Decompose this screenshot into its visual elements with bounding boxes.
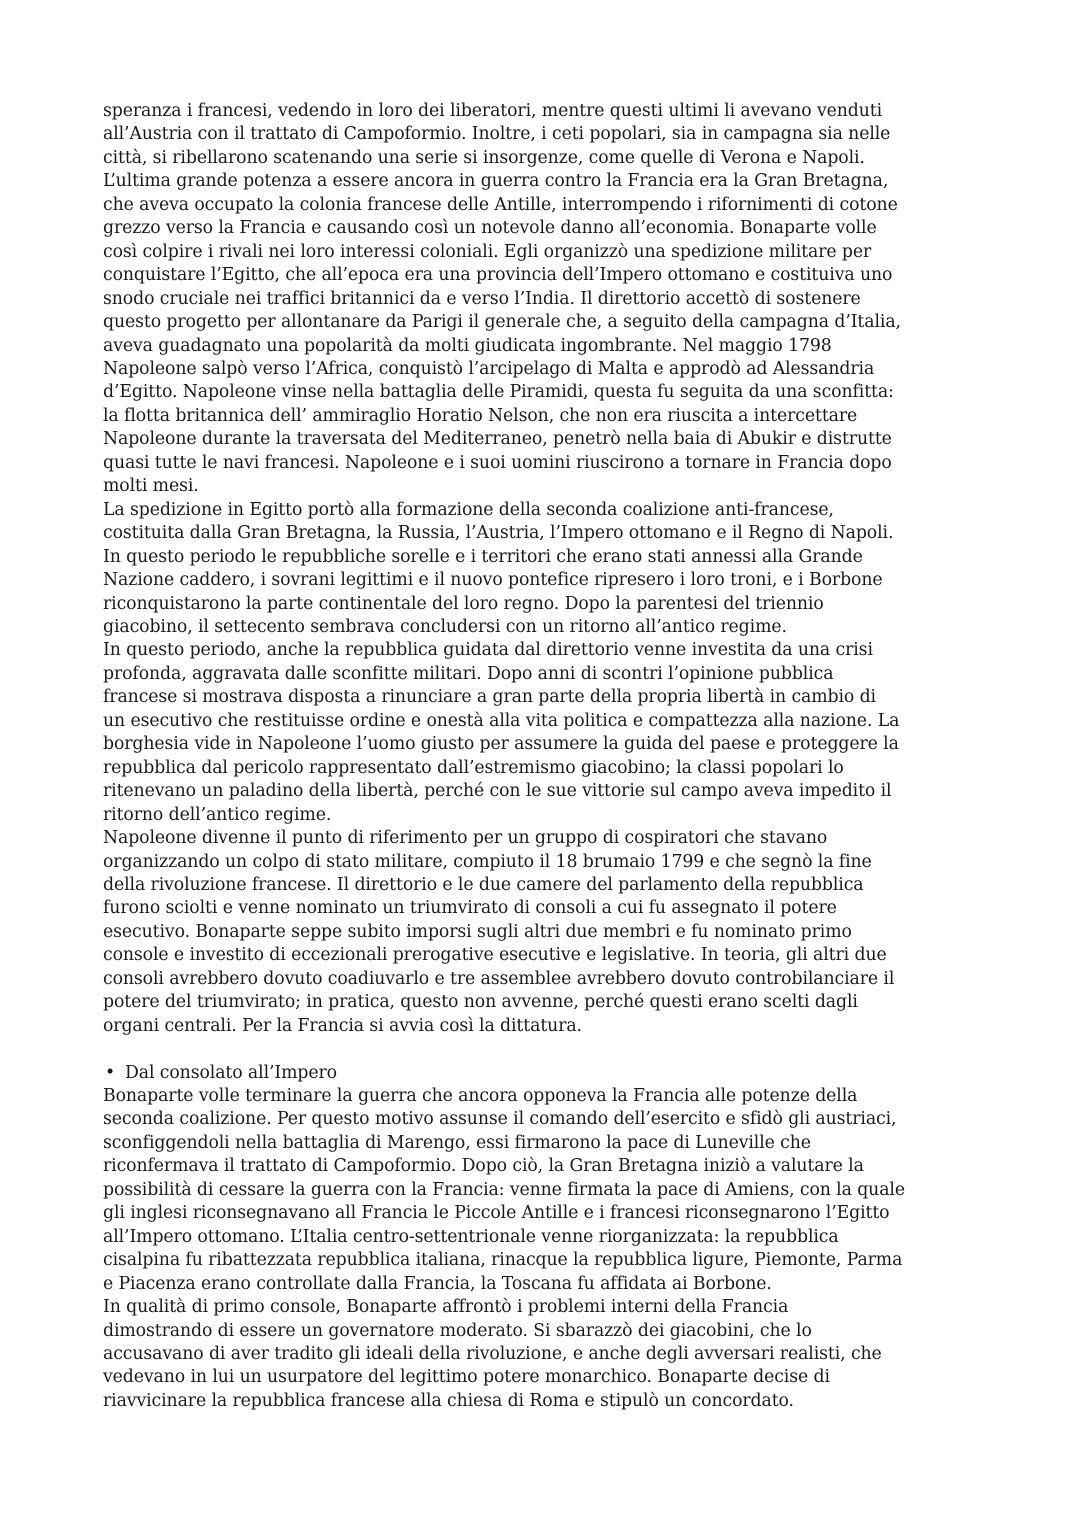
text-line: cisalpina fu ribattezzata repubblica italiana, rinacque la repubblica ligure, Piemonte, Parma <box>103 1250 903 1271</box>
paragraph <box>103 827 983 1038</box>
paragraph <box>103 499 983 640</box>
text-line: ritenevano un paladino della libertà, perché con le sue vittorie sul campo aveva impedito il <box>103 781 892 802</box>
text-line: riavvicinare la repubblica francese alla chiesa di Roma e stipulò un concordato. <box>103 1390 794 1411</box>
text-line: questo progetto per allontanare da Parigi il generale che, a seguito della campagna d’Italia, <box>103 312 901 333</box>
section-gap <box>103 1038 983 1061</box>
paragraph <box>103 100 983 499</box>
text-line: gli inglesi riconsegnavano all Francia le Piccole Antille e i francesi riconsegnarono l’Egitto <box>103 1203 890 1224</box>
text-line: e Piacenza erano controllate dalla Francia, la Toscana fu affidata ai Borbone. <box>103 1273 772 1294</box>
text-line: riconfermava il trattato di Campoformio. Dopo ciò, la Gran Bretagna iniziò a valutare la <box>103 1156 864 1177</box>
text-line: così colpire i rivali nei loro interessi coloniali. Egli organizzò una spedizione militare per <box>103 241 872 262</box>
text-line: console e investito di eccezionali prerogative esecutive e legislative. In teoria, gli altri due <box>103 945 887 966</box>
text-line: francese si mostrava disposta a rinunciare a gran parte della propria libertà in cambio di <box>103 687 876 708</box>
text-line: d’Egitto. Napoleone vinse nella battaglia delle Piramidi, questa fu seguita da una sconfitta: <box>103 382 894 403</box>
text-line: vedevano in lui un usurpatore del legittimo potere monarchico. Bonaparte decise di <box>103 1367 830 1388</box>
text-line: città, si ribellarono scatenando una serie si insorgenze, come quelle di Verona e Napoli. <box>103 147 865 168</box>
text-line: snodo cruciale nei traffici britannici da e verso l’India. Il direttorio accettò di sostenere <box>103 288 861 309</box>
text-line: furono sciolti e venne nominato un triumvirato di consoli a cui fu assegnato il potere <box>103 898 837 919</box>
paragraph <box>103 639 983 827</box>
text-line: la flotta britannica dell’ ammiraglio Horatio Nelson, che non era riuscita a intercettare <box>103 405 858 426</box>
text-line: Napoleone divenne il punto di riferimento per un gruppo di cospiratori che stavano <box>103 828 828 849</box>
text-line: esecutivo. Bonaparte seppe subito imporsi sugli altri due membri e fu nominato primo <box>103 921 852 942</box>
text-line: In qualità di primo console, Bonaparte affrontò i problemi interni della Francia <box>103 1297 789 1318</box>
text-line: molti mesi. <box>103 476 199 497</box>
section-heading-text: Dal consolato all’Impero <box>125 1062 337 1083</box>
text-line: Bonaparte volle terminare la guerra che ancora opponeva la Francia alle potenze della <box>103 1086 858 1107</box>
paragraph <box>103 1085 983 1296</box>
text-line: possibilità di cessare la guerra con la Francia: venne firmata la pace di Amiens, con la quale <box>103 1179 905 1200</box>
text-line: consoli avrebbero dovuto coadiuvarlo e tre assemblee avrebbero dovuto controbilanciare il <box>103 968 895 989</box>
text-line: riconquistarono la parte continentale del loro regno. Dopo la parentesi del triennio <box>103 593 824 614</box>
text-line: borghesia vide in Napoleone l’uomo giusto per assumere la guida del paese e proteggere la <box>103 734 899 755</box>
text-line: Napoleone durante la traversata del Mediterraneo, penetrò nella baia di Abukir e distrutte <box>103 429 892 450</box>
text-line: dimostrando di essere un governatore moderato. Si sbarazzò dei giacobini, che lo <box>103 1320 812 1341</box>
text-line: organizzando un colpo di stato militare, compiuto il 18 brumaio 1799 e che segnò la fine <box>103 851 872 872</box>
text-line: conquistare l’Egitto, che all’epoca era una provincia dell’Impero ottomano e costituiva uno <box>103 265 893 286</box>
paragraph <box>103 1296 983 1413</box>
text-line: speranza i francesi, vedendo in loro dei liberatori, mentre questi ultimi li avevano venduti <box>103 101 883 121</box>
body-text <box>103 100 983 1038</box>
text-line: della rivoluzione francese. Il direttorio e le due camere del parlamento della repubblica <box>103 874 864 895</box>
text-line: Nazione caddero, i sovrani legittimi e il nuovo pontefice ripresero i loro troni, e i Borbone <box>103 570 883 591</box>
bullet-icon: • <box>105 1062 116 1083</box>
text-line: La spedizione in Egitto portò alla formazione della seconda coalizione anti-francese, <box>103 499 834 520</box>
section-body-text <box>103 1085 983 1413</box>
text-line: giacobino, il settecento sembrava concludersi con un ritorno all’antico regime. <box>103 616 787 637</box>
text-line: all’Impero ottomano. L’Italia centro-settentrionale venne riorganizzata: la repubblica <box>103 1226 839 1247</box>
text-line: Napoleone salpò verso l’Africa, conquistò l’arcipelago di Malta e approdò ad Alessandria <box>103 358 875 379</box>
text-line: repubblica dal pericolo rappresentato dall’estremismo giacobino; la classi popolari lo <box>103 757 844 778</box>
text-line: sconfiggendoli nella battaglia di Marengo, essi firmarono la pace di Luneville che <box>103 1132 811 1153</box>
text-line: profonda, aggravata dalle sconfitte militari. Dopo anni di scontri l’opinione pubblica <box>103 663 834 684</box>
text-line: grezzo verso la Francia e causando così un notevole danno all’economia. Bonaparte volle <box>103 218 877 239</box>
text-line: L’ultima grande potenza a essere ancora in guerra contro la Francia era la Gran Bretagna, <box>103 171 889 192</box>
text-line: un esecutivo che restituisse ordine e onestà alla vita politica e compattezza alla nazione. La <box>103 710 900 731</box>
text-line: aveva guadagnato una popolarità da molti giudicata ingombrante. Nel maggio 1798 <box>103 335 832 356</box>
document-page <box>103 100 983 1413</box>
text-line: organi centrali. Per la Francia si avvia così la dittatura. <box>103 1015 582 1036</box>
text-line: all’Austria con il trattato di Campoformio. Inoltre, i ceti popolari, sia in campagna sia nelle <box>103 124 891 145</box>
text-line: potere del triumvirato; in pratica, questo non avvenne, perché questi erano scelti dagli <box>103 992 858 1013</box>
section-heading <box>103 1062 983 1085</box>
text-line: In questo periodo le repubbliche sorelle e i territori che erano stati annessi alla Grande <box>103 546 863 567</box>
text-line: In questo periodo, anche la repubblica guidata dal direttorio venne investita da una crisi <box>103 640 873 661</box>
text-line: seconda coalizione. Per questo motivo assunse il comando dell’esercito e sfidò gli austriaci, <box>103 1109 897 1130</box>
text-line: costituita dalla Gran Bretagna, la Russia, l’Austria, l’Impero ottomano e il Regno di Napoli. <box>103 523 894 544</box>
text-line: quasi tutte le navi francesi. Napoleone e i suoi uomini riuscirono a tornare in Francia dopo <box>103 452 892 473</box>
text-line: ritorno dell’antico regime. <box>103 804 332 825</box>
text-line: accusavano di aver tradito gli ideali della rivoluzione, e anche degli avversari realisti, che <box>103 1344 882 1364</box>
text-line: che aveva occupato la colonia francese delle Antille, interrompendo i rifornimenti di cotone <box>103 194 898 215</box>
